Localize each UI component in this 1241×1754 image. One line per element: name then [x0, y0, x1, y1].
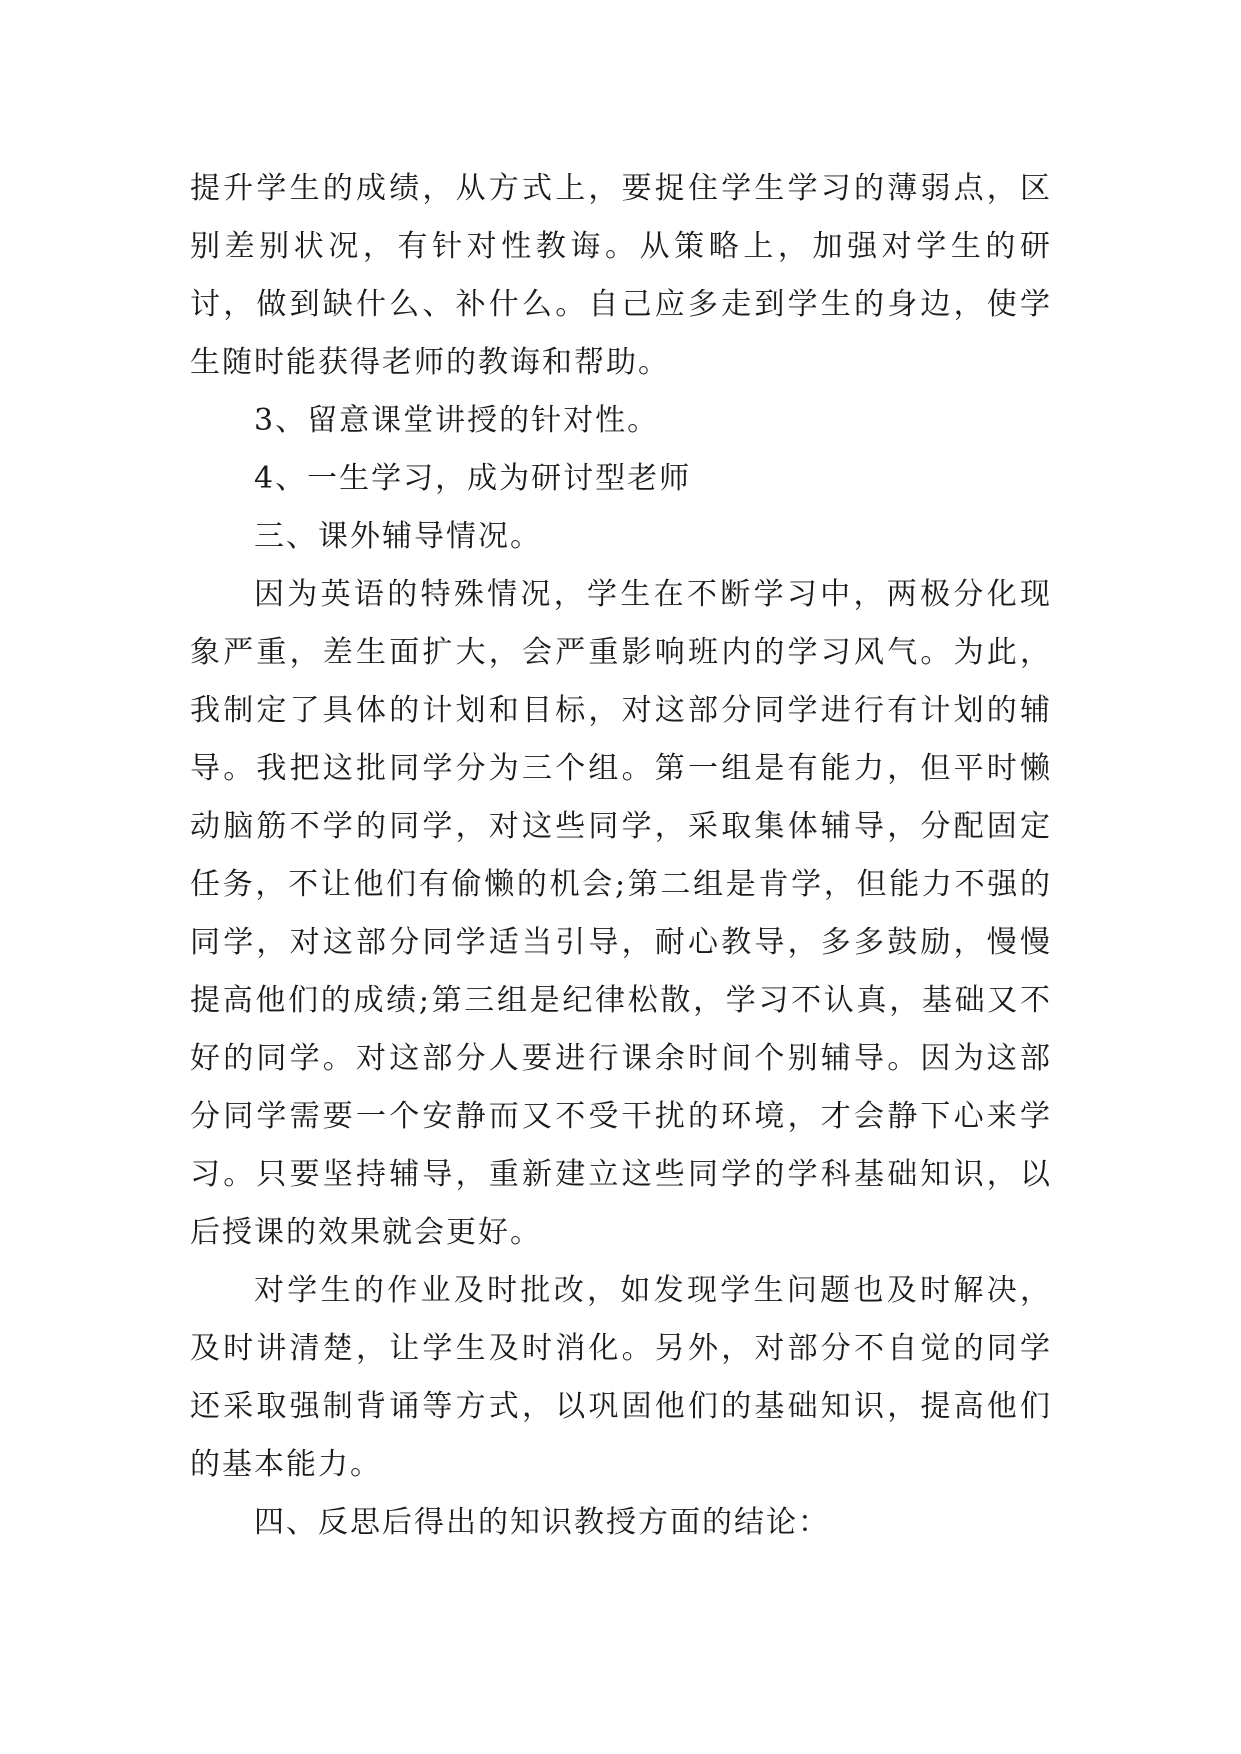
- document-body: [190, 160, 1052, 1552]
- list-item-4: 4、一生学习，成为研讨型老师: [254, 461, 692, 496]
- paragraph-continuation: 提升学生的成绩，从方式上，要捉住学生学习的薄弱点，区别差别状况，有针对性教诲。从策略上，加强对学生的研讨，做到缺什么、补什么。自己应多走到学生的身边，使学生随时能获得老师的教诲和帮助。: [190, 171, 1052, 380]
- paragraph-homework: 对学生的作业及时批改，如发现学生问题也及时解决，及时讲清楚，让学生及时消化。另外，对部分不自觉的同学还采取强制背诵等方式，以巩固他们的基础知识，提高他们的基本能力。: [190, 1273, 1052, 1482]
- section-heading-4: 四、反思后得出的知识教授方面的结论：: [254, 1505, 830, 1540]
- section-heading-3: 三、课外辅导情况。: [254, 519, 542, 554]
- list-item-3: 3、留意课堂讲授的针对性。: [254, 403, 660, 438]
- paragraph-tutoring: 因为英语的特殊情况，学生在不断学习中，两极分化现象严重，差生面扩大，会严重影响班内的学习风气。为此，我制定了具体的计划和目标，对这部分同学进行有计划的辅导。我把这批同学分为三个组。第一组是有能力，但平时懒动脑筋不学的同学，对这些同学，采取集体辅导，分配固定任务，不让他们有偷懒的机会;第二组是肯学，但能力不强的同学，对这部分同学适当引导，耐心教导，多多鼓励，慢慢提高他们的成绩;第三组是纪律松散，学习不认真，基础又不好的同学。对这部分人要进行课余时间个别辅导。因为这部分同学需要一个安静而又不受干扰的环境，才会静下心来学习。只要坚持辅导，重新建立这些同学的学科基础知识，以后授课的效果就会更好。: [190, 577, 1052, 1250]
